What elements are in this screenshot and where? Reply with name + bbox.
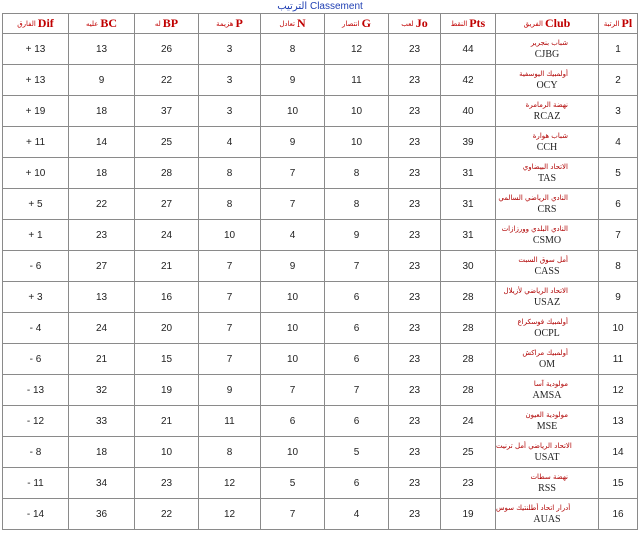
table-row — [3, 220, 638, 251]
cell-bp: 26 — [135, 34, 199, 65]
table-row — [3, 282, 638, 313]
cell-g: 8 — [325, 189, 389, 220]
standings-table — [2, 13, 638, 530]
table-row — [3, 34, 638, 65]
club-name-arabic: الاتحاد البيضاوي — [522, 163, 568, 171]
cell-p: 10 — [199, 220, 261, 251]
cell-bc: 18 — [69, 158, 135, 189]
club-name-arabic: شباب بنجرير — [530, 39, 568, 47]
cell-pts: 28 — [441, 375, 496, 406]
cell-g: 8 — [325, 158, 389, 189]
cell-jo: 23 — [389, 158, 441, 189]
club-code: MSE — [536, 421, 558, 432]
cell-g: 11 — [325, 65, 389, 96]
cell-p: 8 — [199, 437, 261, 468]
cell-pts: 28 — [441, 313, 496, 344]
cell-n: 10 — [261, 313, 325, 344]
cell-dif: + 1 — [3, 220, 69, 251]
cell-jo: 23 — [389, 96, 441, 127]
club-code: OCPL — [534, 328, 560, 339]
cell-bc: 18 — [69, 437, 135, 468]
cell-bp: 16 — [135, 282, 199, 313]
cell-dif: - 8 — [3, 437, 69, 468]
cell-bc: 13 — [69, 282, 135, 313]
cell-dif: - 14 — [3, 499, 69, 530]
club-name-arabic: نهضة الرمامرة — [525, 101, 568, 109]
club-name-arabic: أدرار اتحاد أطلنتيك سوس — [496, 504, 571, 512]
table-row — [3, 468, 638, 499]
cell-bp: 19 — [135, 375, 199, 406]
club-code: CJBG — [534, 49, 560, 60]
cell-n: 5 — [261, 468, 325, 499]
cell-bc: 32 — [69, 375, 135, 406]
club-cell — [496, 375, 599, 406]
cell-jo: 23 — [389, 406, 441, 437]
cell-pl: 6 — [599, 189, 638, 220]
cell-n: 6 — [261, 406, 325, 437]
cell-pl: 5 — [599, 158, 638, 189]
cell-n: 10 — [261, 437, 325, 468]
club-cell — [496, 499, 599, 530]
cell-jo: 23 — [389, 189, 441, 220]
cell-pts: 28 — [441, 344, 496, 375]
cell-dif: + 19 — [3, 96, 69, 127]
club-cell — [496, 468, 599, 499]
cell-jo: 23 — [389, 344, 441, 375]
cell-n: 9 — [261, 251, 325, 282]
header-n: تعادل N — [261, 14, 325, 34]
cell-pts: 39 — [441, 127, 496, 158]
cell-p: 11 — [199, 406, 261, 437]
cell-dif: + 13 — [3, 34, 69, 65]
cell-dif: - 11 — [3, 468, 69, 499]
cell-jo: 23 — [389, 499, 441, 530]
cell-jo: 23 — [389, 375, 441, 406]
cell-bc: 23 — [69, 220, 135, 251]
club-cell — [496, 251, 599, 282]
cell-p: 3 — [199, 34, 261, 65]
cell-pl: 13 — [599, 406, 638, 437]
club-name-arabic: النادي البلدي وورزازات — [501, 225, 568, 233]
cell-pl: 4 — [599, 127, 638, 158]
club-cell — [496, 344, 599, 375]
cell-n: 7 — [261, 189, 325, 220]
table-row — [3, 127, 638, 158]
header-bc: عليه BC — [69, 14, 135, 34]
cell-bp: 21 — [135, 406, 199, 437]
club-name-arabic: الاتحاد الرياضي أمل ترنيت — [496, 442, 572, 450]
cell-g: 10 — [325, 127, 389, 158]
club-cell — [496, 34, 599, 65]
cell-g: 7 — [325, 375, 389, 406]
club-code: AMSA — [532, 390, 562, 401]
cell-p: 8 — [199, 189, 261, 220]
table-row — [3, 375, 638, 406]
cell-dif: - 13 — [3, 375, 69, 406]
cell-pl: 15 — [599, 468, 638, 499]
cell-n: 7 — [261, 158, 325, 189]
club-cell — [496, 220, 599, 251]
club-cell — [496, 127, 599, 158]
cell-bc: 14 — [69, 127, 135, 158]
cell-pl: 3 — [599, 96, 638, 127]
header-bp: له BP — [135, 14, 199, 34]
club-cell — [496, 189, 599, 220]
cell-dif: + 10 — [3, 158, 69, 189]
cell-g: 7 — [325, 251, 389, 282]
cell-bc: 13 — [69, 34, 135, 65]
cell-pl: 12 — [599, 375, 638, 406]
table-row — [3, 313, 638, 344]
cell-n: 10 — [261, 344, 325, 375]
cell-pl: 14 — [599, 437, 638, 468]
cell-dif: - 12 — [3, 406, 69, 437]
club-name-arabic: الاتحاد الرياضي لأزيلال — [503, 287, 568, 295]
cell-bc: 18 — [69, 96, 135, 127]
cell-dif: + 5 — [3, 189, 69, 220]
club-code: OM — [538, 359, 556, 370]
cell-g: 6 — [325, 468, 389, 499]
club-cell — [496, 65, 599, 96]
club-name-arabic: النادي الرياضي السالمي — [498, 194, 568, 202]
cell-p: 7 — [199, 313, 261, 344]
header-jo: لعب Jo — [389, 14, 441, 34]
header-g: انتصار G — [325, 14, 389, 34]
cell-pts: 28 — [441, 282, 496, 313]
cell-g: 6 — [325, 406, 389, 437]
header-club: الفريق Club — [496, 14, 599, 34]
club-code: CASS — [534, 266, 560, 277]
cell-bc: 27 — [69, 251, 135, 282]
cell-bp: 22 — [135, 499, 199, 530]
cell-pts: 24 — [441, 406, 496, 437]
cell-bc: 22 — [69, 189, 135, 220]
club-cell — [496, 158, 599, 189]
cell-n: 9 — [261, 127, 325, 158]
table-row — [3, 406, 638, 437]
header-dif: الفارق Dif — [3, 14, 69, 34]
cell-dif: + 13 — [3, 65, 69, 96]
cell-dif: + 11 — [3, 127, 69, 158]
cell-dif: + 3 — [3, 282, 69, 313]
cell-bp: 15 — [135, 344, 199, 375]
cell-jo: 23 — [389, 282, 441, 313]
cell-pts: 31 — [441, 189, 496, 220]
table-row — [3, 158, 638, 189]
cell-bp: 27 — [135, 189, 199, 220]
cell-n: 10 — [261, 282, 325, 313]
cell-bc: 9 — [69, 65, 135, 96]
club-code: RCAZ — [533, 111, 561, 122]
cell-p: 4 — [199, 127, 261, 158]
header-pts: النقط Pts — [441, 14, 496, 34]
club-name-arabic: مولودية آسا — [533, 380, 568, 388]
club-code: AUAS — [533, 514, 561, 525]
cell-bc: 24 — [69, 313, 135, 344]
page-title: الترتيب Classement — [277, 1, 363, 12]
club-cell — [496, 437, 599, 468]
cell-n: 7 — [261, 375, 325, 406]
cell-pl: 9 — [599, 282, 638, 313]
standings-body — [3, 34, 638, 530]
cell-g: 6 — [325, 313, 389, 344]
cell-pts: 31 — [441, 158, 496, 189]
header-pl: الرتبة Pl — [599, 14, 638, 34]
club-code: OCY — [536, 80, 558, 91]
cell-jo: 23 — [389, 65, 441, 96]
club-code: CSMO — [532, 235, 562, 246]
cell-bp: 10 — [135, 437, 199, 468]
cell-p: 9 — [199, 375, 261, 406]
cell-bp: 21 — [135, 251, 199, 282]
cell-pts: 42 — [441, 65, 496, 96]
cell-g: 6 — [325, 282, 389, 313]
cell-jo: 23 — [389, 127, 441, 158]
cell-bp: 20 — [135, 313, 199, 344]
cell-pts: 30 — [441, 251, 496, 282]
club-cell — [496, 406, 599, 437]
cell-pts: 19 — [441, 499, 496, 530]
cell-jo: 23 — [389, 220, 441, 251]
cell-g: 9 — [325, 220, 389, 251]
cell-n: 7 — [261, 499, 325, 530]
club-code: CRS — [537, 204, 557, 215]
cell-bp: 24 — [135, 220, 199, 251]
cell-bp: 25 — [135, 127, 199, 158]
cell-bc: 34 — [69, 468, 135, 499]
club-name-arabic: أمل سوق السبت — [518, 256, 568, 264]
club-cell — [496, 313, 599, 344]
cell-jo: 23 — [389, 313, 441, 344]
cell-p: 7 — [199, 282, 261, 313]
cell-n: 8 — [261, 34, 325, 65]
cell-n: 9 — [261, 65, 325, 96]
cell-p: 12 — [199, 468, 261, 499]
club-cell — [496, 96, 599, 127]
cell-dif: - 6 — [3, 344, 69, 375]
cell-pts: 44 — [441, 34, 496, 65]
cell-g: 12 — [325, 34, 389, 65]
cell-pl: 16 — [599, 499, 638, 530]
cell-g: 4 — [325, 499, 389, 530]
cell-jo: 23 — [389, 437, 441, 468]
cell-p: 3 — [199, 96, 261, 127]
club-code: TAS — [537, 173, 557, 184]
cell-jo: 23 — [389, 34, 441, 65]
cell-pl: 7 — [599, 220, 638, 251]
cell-pl: 11 — [599, 344, 638, 375]
cell-bc: 33 — [69, 406, 135, 437]
club-cell — [496, 282, 599, 313]
table-row — [3, 189, 638, 220]
table-row — [3, 65, 638, 96]
cell-g: 10 — [325, 96, 389, 127]
cell-pts: 40 — [441, 96, 496, 127]
table-row — [3, 96, 638, 127]
cell-pl: 10 — [599, 313, 638, 344]
cell-g: 5 — [325, 437, 389, 468]
club-name-arabic: أولمبيك اليوسفية — [519, 70, 568, 78]
club-name-arabic: أولمبيك مراكش — [522, 349, 568, 357]
club-code: CCH — [536, 142, 558, 153]
cell-pts: 23 — [441, 468, 496, 499]
cell-bp: 28 — [135, 158, 199, 189]
cell-p: 12 — [199, 499, 261, 530]
cell-pl: 2 — [599, 65, 638, 96]
club-name-arabic: مولودية العيون — [525, 411, 568, 419]
club-name-arabic: شباب هوارة — [532, 132, 568, 140]
cell-bc: 21 — [69, 344, 135, 375]
cell-pl: 1 — [599, 34, 638, 65]
cell-p: 3 — [199, 65, 261, 96]
cell-dif: - 4 — [3, 313, 69, 344]
cell-bp: 37 — [135, 96, 199, 127]
cell-n: 10 — [261, 96, 325, 127]
cell-jo: 23 — [389, 468, 441, 499]
cell-n: 4 — [261, 220, 325, 251]
cell-bp: 23 — [135, 468, 199, 499]
cell-pl: 8 — [599, 251, 638, 282]
table-row — [3, 344, 638, 375]
cell-p: 7 — [199, 251, 261, 282]
header-p: هزيمة P — [199, 14, 261, 34]
table-row — [3, 499, 638, 530]
club-name-arabic: نهضة سطات — [530, 473, 568, 481]
cell-pts: 31 — [441, 220, 496, 251]
table-row — [3, 251, 638, 282]
cell-g: 6 — [325, 344, 389, 375]
table-row — [3, 437, 638, 468]
cell-jo: 23 — [389, 251, 441, 282]
club-code: USAZ — [533, 297, 561, 308]
header-row — [3, 14, 638, 34]
club-name-arabic: أولمبيك فوسكراع — [517, 318, 568, 326]
club-code: RSS — [538, 483, 556, 494]
cell-p: 8 — [199, 158, 261, 189]
cell-bp: 22 — [135, 65, 199, 96]
cell-dif: - 6 — [3, 251, 69, 282]
cell-pts: 25 — [441, 437, 496, 468]
cell-bc: 36 — [69, 499, 135, 530]
cell-p: 7 — [199, 344, 261, 375]
club-code: USAT — [534, 452, 560, 463]
